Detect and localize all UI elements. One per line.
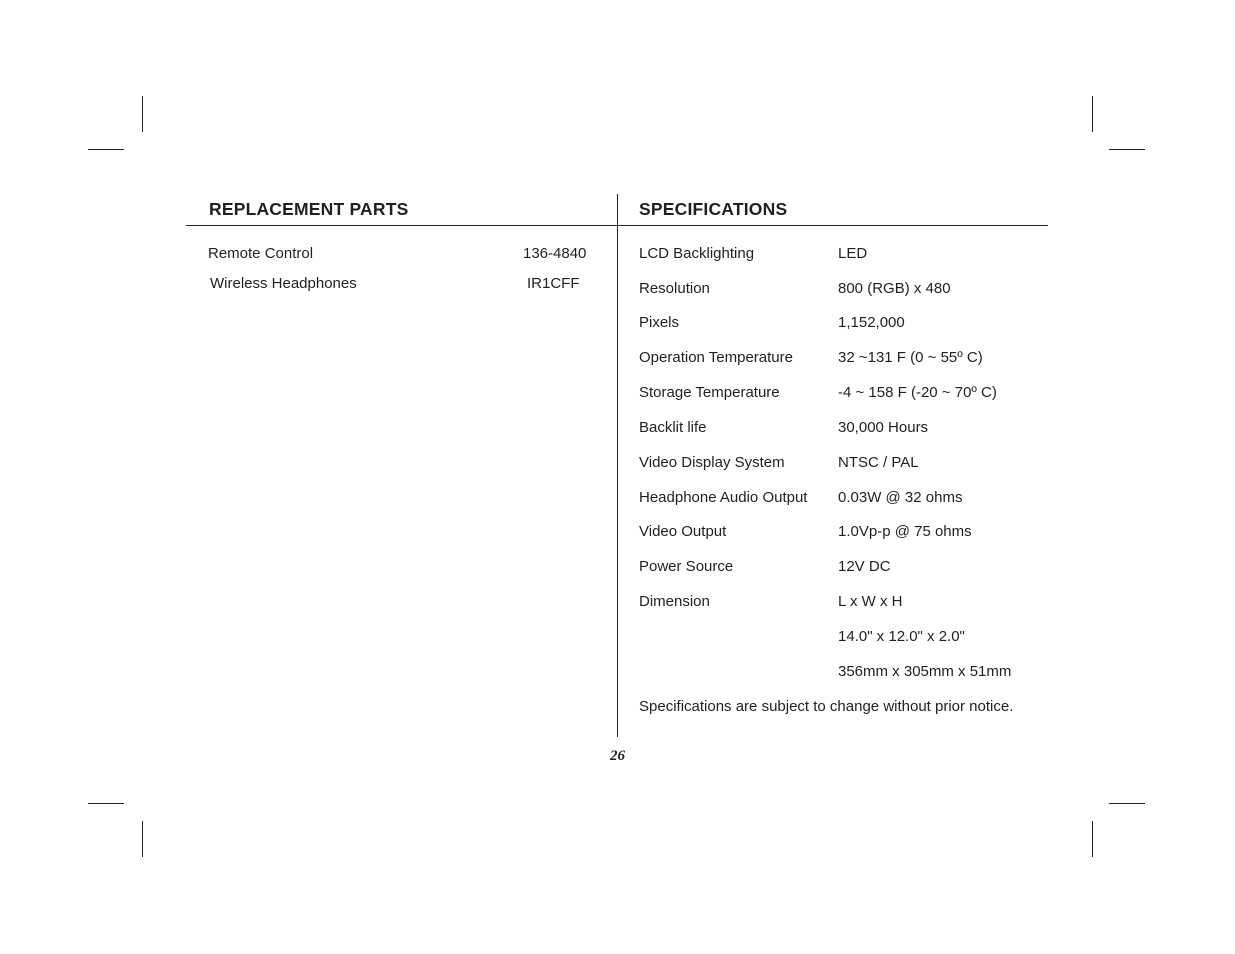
spec-value: 32 ~131 F (0 ~ 55º C) (838, 349, 983, 366)
spec-value: 12V DC (838, 558, 891, 575)
spec-value: 1.0Vp-p @ 75 ohms (838, 523, 972, 540)
spec-value: 0.03W @ 32 ohms (838, 489, 963, 506)
part-number: IR1CFF (527, 275, 580, 292)
spec-label: LCD Backlighting (639, 245, 755, 262)
spec-label: Resolution (639, 280, 710, 297)
spec-label: Video Output (639, 523, 727, 540)
spec-label: Dimension (639, 593, 710, 610)
spec-value: 14.0" x 12.0" x 2.0" (838, 628, 965, 645)
crop-mark (142, 96, 143, 132)
specifications-heading: SPECIFICATIONS (639, 199, 788, 219)
part-name: Remote Control (208, 245, 314, 262)
crop-mark (88, 149, 124, 150)
crop-mark (1092, 96, 1093, 132)
spec-value: 1,152,000 (838, 314, 905, 331)
spec-value: NTSC / PAL (838, 454, 919, 471)
spec-value: 356mm x 305mm x 51mm (838, 663, 1012, 680)
part-number: 136-4840 (523, 245, 587, 262)
spec-label: Power Source (639, 558, 734, 575)
crop-mark (142, 821, 143, 857)
crop-mark (88, 803, 124, 804)
spec-value: LED (838, 245, 868, 262)
crop-mark (1109, 803, 1145, 804)
replacement-parts-heading: REPLACEMENT PARTS (209, 199, 409, 219)
column-divider (617, 194, 618, 737)
page-number: 26 (610, 748, 625, 764)
spec-label: Video Display System (639, 454, 785, 471)
spec-label: Pixels (639, 314, 680, 331)
spec-label: Operation Temperature (639, 349, 793, 366)
spec-label: Backlit life (639, 419, 707, 436)
crop-mark (1092, 821, 1093, 857)
spec-label: Storage Temperature (639, 384, 780, 401)
spec-value: 30,000 Hours (838, 419, 929, 436)
part-name: Wireless Headphones (210, 275, 357, 292)
spec-notice: Specifications are subject to change without prior notice. (639, 698, 1014, 715)
spec-label: Headphone Audio Output (639, 489, 808, 506)
crop-mark (1109, 149, 1145, 150)
spec-value: -4 ~ 158 F (-20 ~ 70º C) (838, 384, 997, 401)
spec-value: 800 (RGB) x 480 (838, 280, 951, 297)
spec-value: L x W x H (838, 593, 903, 610)
